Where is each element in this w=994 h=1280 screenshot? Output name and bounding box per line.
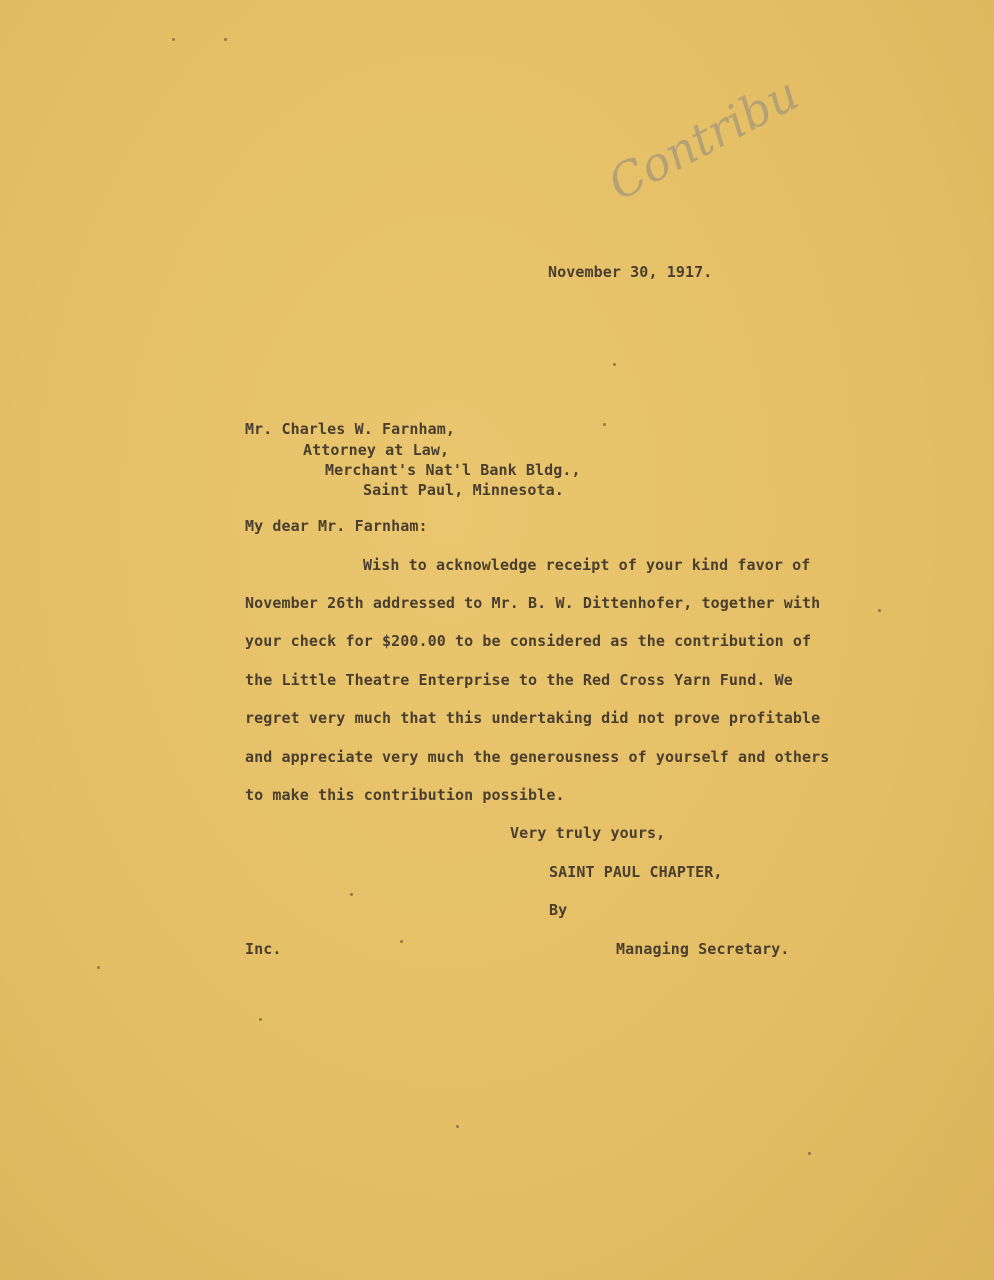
letter-date: November 30, 1917. [548,263,713,281]
paper-speck [603,423,606,426]
body-line: to make this contribution possible. [245,786,565,804]
paper-speck [456,1125,459,1128]
recipient-building: Merchant's Nat'l Bank Bldg., [325,461,581,479]
by-line: By [549,901,568,919]
recipient-title: Attorney at Law, [303,441,450,459]
body-line: Wish to acknowledge receipt of your kind favor of [363,556,811,574]
organization-name: SAINT PAUL CHAPTER, [549,863,723,881]
body-line: regret very much that this undertaking did not prove profitable [245,709,821,727]
paper-speck [613,363,616,366]
paper-speck [400,940,403,943]
paper-speck [259,1018,262,1021]
signatory-title: Managing Secretary. [616,940,790,958]
paper-speck [97,966,100,969]
paper-speck [878,609,881,612]
body-line: your check for $200.00 to be considered as the contribution of [245,632,812,650]
body-line: and appreciate very much the generousness of yourself and others [245,748,830,766]
body-line: November 26th addressed to Mr. B. W. Dittenhofer, together with [245,594,821,612]
paper-speck [350,893,353,896]
handwritten-annotation: Contribu [599,66,808,211]
closing: Very truly yours, [510,824,666,842]
paper-speck [808,1152,811,1155]
paper-speck [224,38,227,41]
recipient-name: Mr. Charles W. Farnham, [245,420,456,438]
enclosure-note: Inc. [245,940,282,958]
recipient-city: Saint Paul, Minnesota. [363,481,564,499]
body-line: the Little Theatre Enterprise to the Red Cross Yarn Fund. We [245,671,793,689]
salutation: My dear Mr. Farnham: [245,517,428,535]
paper-speck [172,38,175,41]
